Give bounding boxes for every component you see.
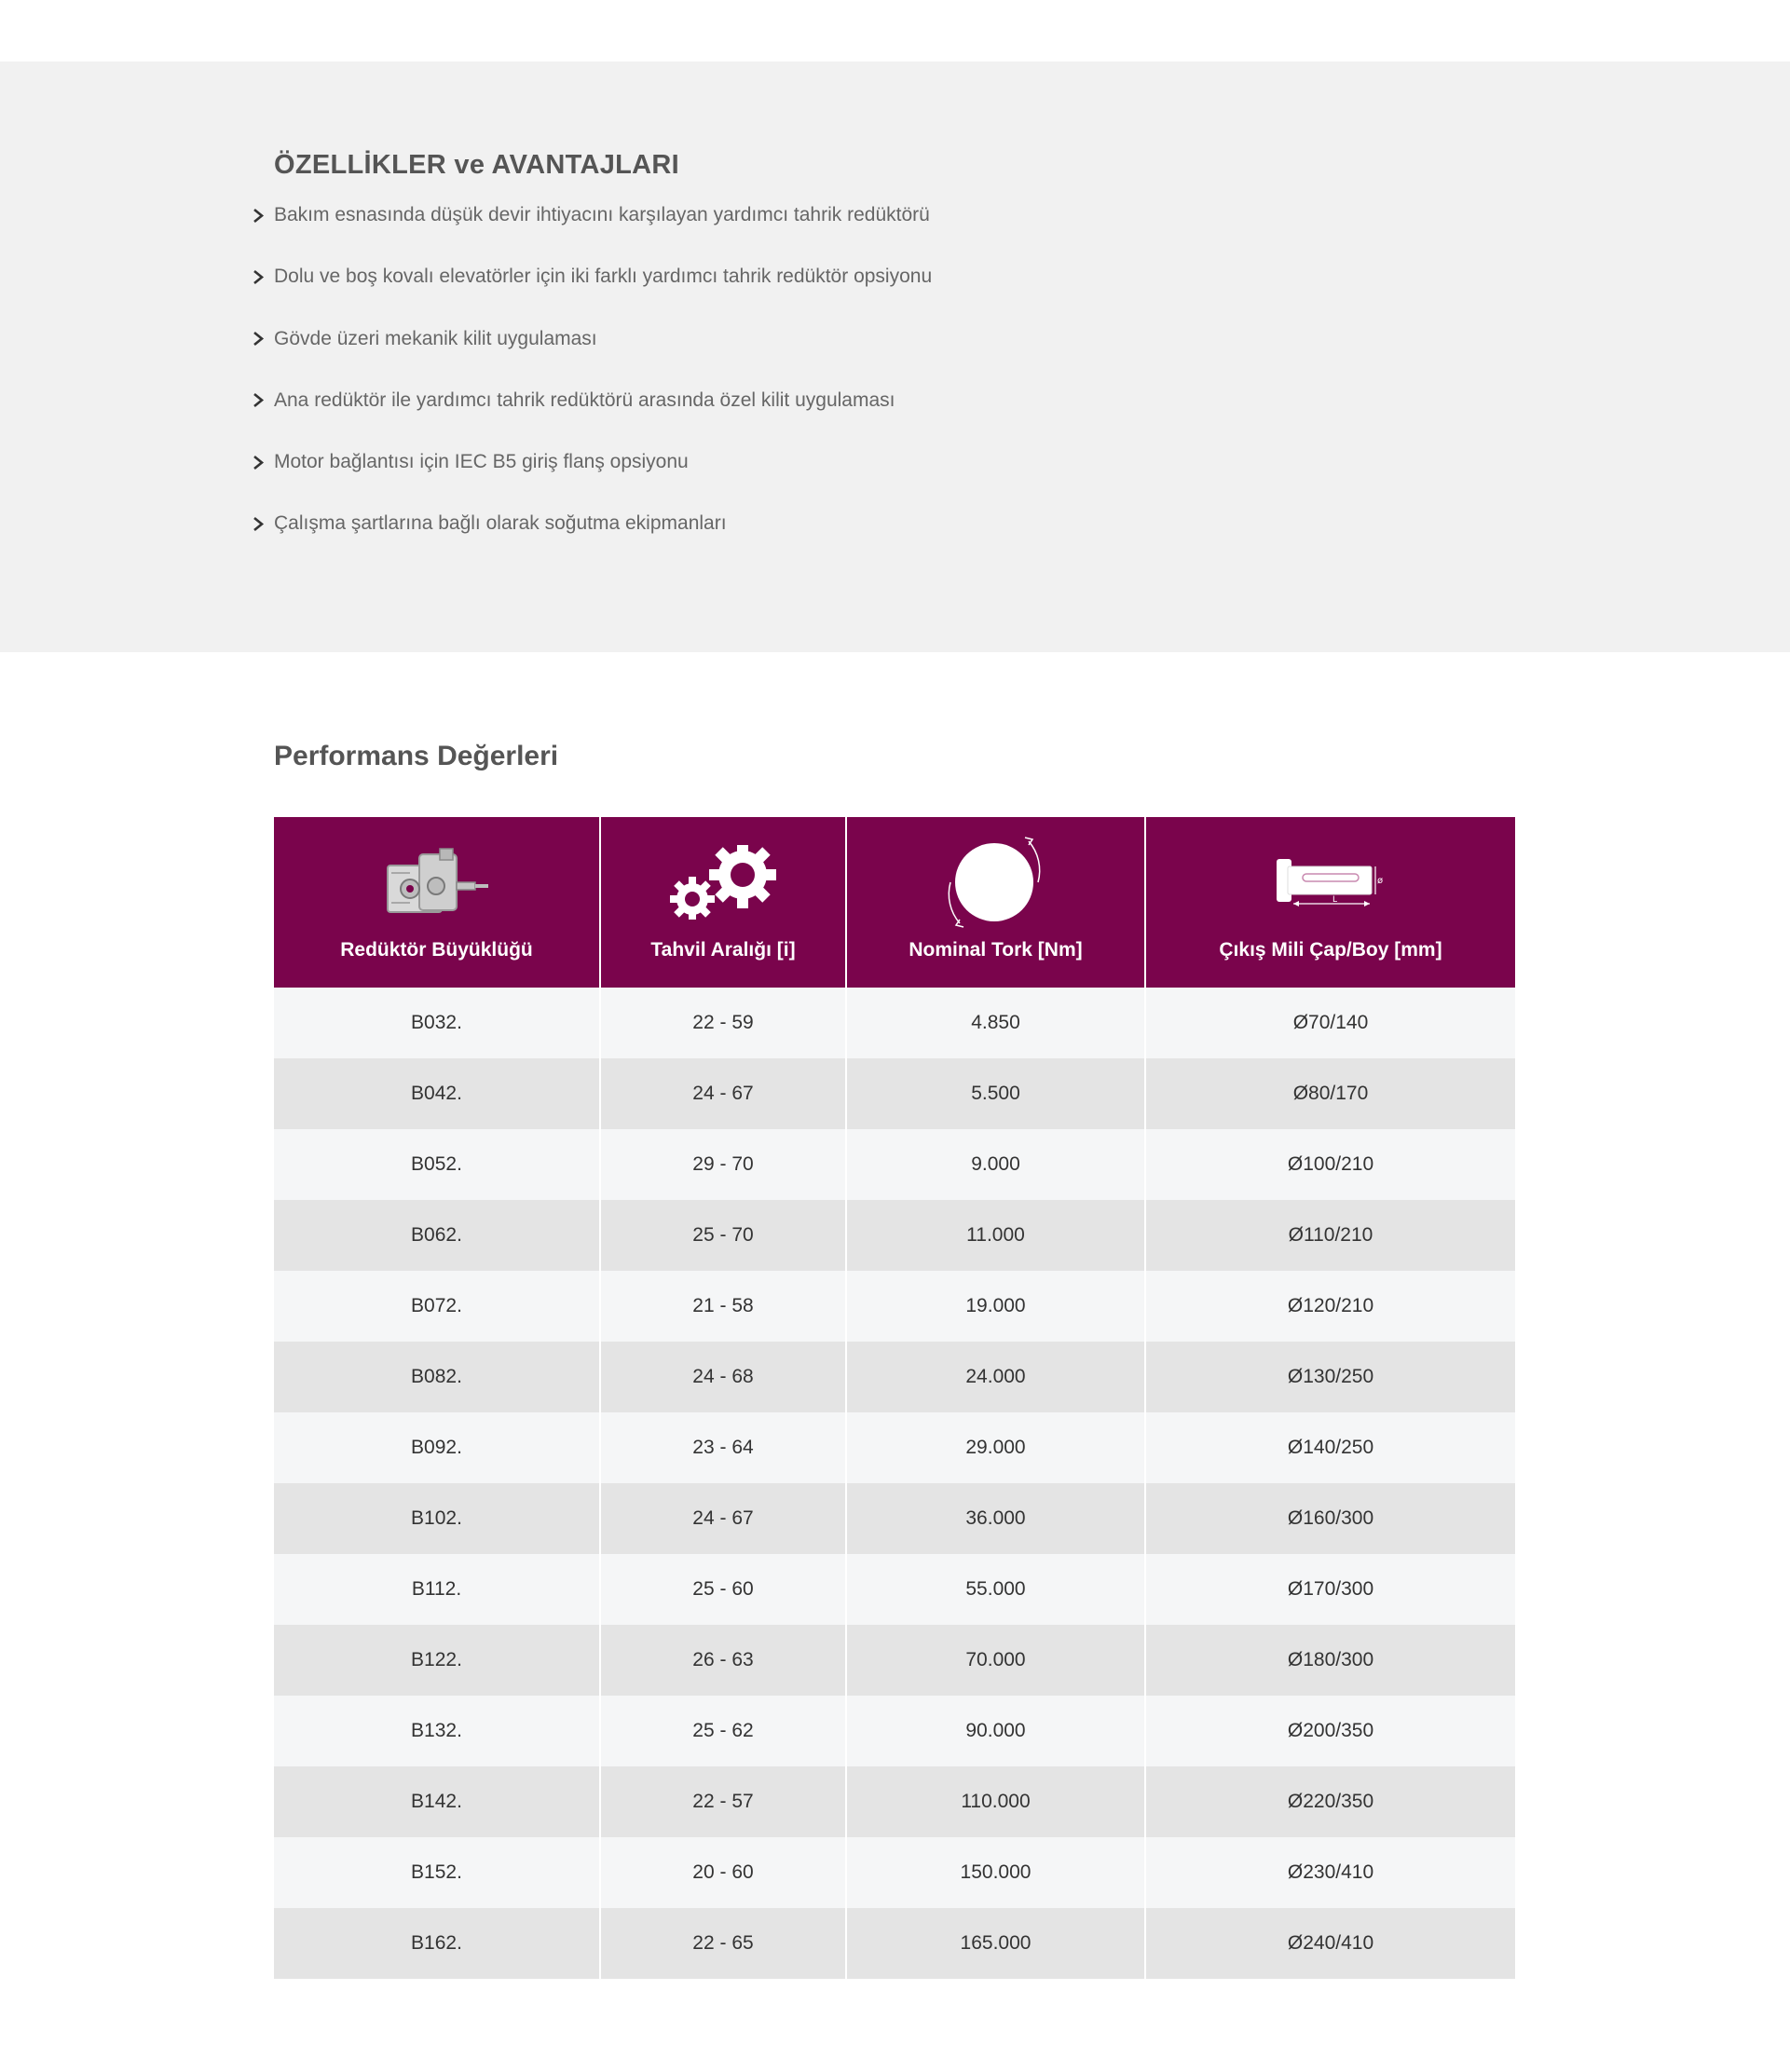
table-row [274, 1483, 1515, 1554]
cell-shaft: Ø130/250 [1287, 1366, 1374, 1387]
cell-size: B112. [274, 1554, 601, 1625]
cell-torque: 70.000 [847, 1625, 1146, 1696]
cell-ratio: 24 - 67 [601, 1058, 847, 1129]
feature-item [253, 511, 932, 573]
gearbox-icon [382, 836, 492, 929]
table-body [274, 988, 1515, 1979]
cell-torque: 29.000 [847, 1412, 1146, 1483]
cell-torque: 4.850 [847, 988, 1146, 1058]
cell-shaft: Ø230/410 [1287, 1861, 1374, 1883]
cell-shaft: Ø100/210 [1287, 1153, 1374, 1175]
svg-text:L: L [1332, 895, 1338, 905]
cell-torque: 19.000 [847, 1271, 1146, 1342]
feature-item [253, 203, 932, 265]
cell-size: B152. [274, 1837, 601, 1908]
performance-title: Performans Değerleri [274, 741, 559, 771]
cell-ratio: 25 - 62 [601, 1696, 847, 1766]
table-row [274, 1200, 1515, 1271]
cell-ratio: 25 - 60 [601, 1554, 847, 1625]
table-row [274, 1766, 1515, 1837]
cell-size: B042. [274, 1058, 601, 1129]
feature-text: Dolu ve boş kovalı elevatörler için iki farklı yardımcı tahrik redüktör opsiyonu [274, 266, 933, 288]
cell-torque: 55.000 [847, 1554, 1146, 1625]
cell-shaft: Ø170/300 [1287, 1578, 1374, 1600]
table-row [274, 1058, 1515, 1129]
feature-text: Gövde üzeri mekanik kilit uygulaması [274, 327, 597, 349]
cell-shaft: Ø80/170 [1292, 1083, 1369, 1104]
features-title: ÖZELLİKLER ve AVANTAJLARI [274, 150, 679, 180]
chevron-right-icon [253, 450, 274, 474]
cell-size: B082. [274, 1342, 601, 1412]
column-header-label: Redüktör Büyüklüğü [340, 939, 533, 961]
cell-torque: 36.000 [847, 1483, 1146, 1554]
shaft-icon [1275, 836, 1387, 929]
column-header-label: Tahvil Aralığı [i] [650, 939, 796, 961]
cell-shaft: Ø70/140 [1292, 1012, 1369, 1033]
table-row [274, 1696, 1515, 1766]
cell-size: B162. [274, 1908, 601, 1979]
svg-text:ø: ø [1377, 876, 1384, 886]
cell-torque: 9.000 [847, 1129, 1146, 1200]
table-row [274, 988, 1515, 1058]
chevron-right-icon [253, 388, 274, 413]
cell-torque: 110.000 [847, 1766, 1146, 1837]
cell-size: B102. [274, 1483, 601, 1554]
table-row [274, 1554, 1515, 1625]
cell-ratio: 22 - 59 [601, 988, 847, 1058]
cell-ratio: 22 - 65 [601, 1908, 847, 1979]
cell-ratio: 23 - 64 [601, 1412, 847, 1483]
feature-text: Çalışma şartlarına bağlı olarak soğutma ekipmanları [274, 512, 727, 535]
column-header-label: Çıkış Mili Çap/Boy [mm] [1219, 939, 1442, 961]
feature-item [253, 450, 932, 511]
cell-ratio: 24 - 68 [601, 1342, 847, 1412]
column-header-label: Nominal Tork [Nm] [909, 939, 1083, 961]
feature-text: Motor bağlantısı için IEC B5 giriş flanş opsiyonu [274, 451, 689, 473]
column-header-size [274, 817, 601, 988]
cell-size: B072. [274, 1271, 601, 1342]
table-row [274, 1271, 1515, 1342]
cell-size: B032. [274, 988, 601, 1058]
column-header-torque [847, 817, 1146, 988]
gears-icon [668, 836, 778, 929]
cell-size: B122. [274, 1625, 601, 1696]
cell-ratio: 26 - 63 [601, 1625, 847, 1696]
cell-ratio: 25 - 70 [601, 1200, 847, 1271]
feature-text: Bakım esnasında düşük devir ihtiyacını karşılayan yardımcı tahrik redüktörü [274, 204, 930, 225]
cell-size: B132. [274, 1696, 601, 1766]
cell-size: B092. [274, 1412, 601, 1483]
column-header-shaft [1146, 817, 1515, 988]
table-row [274, 1908, 1515, 1979]
table-row [274, 1129, 1515, 1200]
cell-ratio: 22 - 57 [601, 1766, 847, 1837]
cell-shaft: Ø180/300 [1287, 1649, 1374, 1670]
feature-item [253, 388, 932, 450]
cell-shaft: Ø240/410 [1287, 1932, 1374, 1954]
cell-torque: 165.000 [847, 1908, 1146, 1979]
feature-text: Ana redüktör ile yardımcı tahrik redüktörü arasında özel kilit uygulaması [274, 388, 895, 411]
cell-torque: 24.000 [847, 1342, 1146, 1412]
cell-shaft: Ø120/210 [1287, 1295, 1374, 1316]
cell-torque: 150.000 [847, 1837, 1146, 1908]
chevron-right-icon [253, 511, 274, 536]
cell-size: B142. [274, 1766, 601, 1837]
chevron-right-icon [253, 265, 274, 289]
cell-shaft: Ø110/210 [1288, 1224, 1373, 1246]
table-row [274, 1625, 1515, 1696]
cell-torque: 5.500 [847, 1058, 1146, 1129]
cell-size: B062. [274, 1200, 601, 1271]
cell-shaft: Ø160/300 [1287, 1507, 1374, 1529]
feature-item [253, 327, 932, 388]
cell-ratio: 29 - 70 [601, 1129, 847, 1200]
performance-table [274, 817, 1515, 1979]
table-row [274, 1342, 1515, 1412]
cell-ratio: 24 - 67 [601, 1483, 847, 1554]
table-row [274, 1837, 1515, 1908]
features-list [253, 203, 932, 574]
cell-shaft: Ø140/250 [1287, 1437, 1374, 1458]
chevron-right-icon [253, 327, 274, 351]
features-section [0, 61, 1790, 652]
cell-shaft: Ø220/350 [1287, 1791, 1374, 1812]
cell-ratio: 20 - 60 [601, 1837, 847, 1908]
cell-ratio: 21 - 58 [601, 1271, 847, 1342]
cell-size: B052. [274, 1129, 601, 1200]
table-header [274, 817, 1515, 988]
table-row [274, 1412, 1515, 1483]
cell-torque: 11.000 [847, 1200, 1146, 1271]
torque-icon [936, 836, 1057, 929]
cell-shaft: Ø200/350 [1287, 1720, 1374, 1741]
chevron-right-icon [253, 203, 274, 227]
feature-item [253, 265, 932, 326]
column-header-ratio [601, 817, 847, 988]
cell-torque: 90.000 [847, 1696, 1146, 1766]
